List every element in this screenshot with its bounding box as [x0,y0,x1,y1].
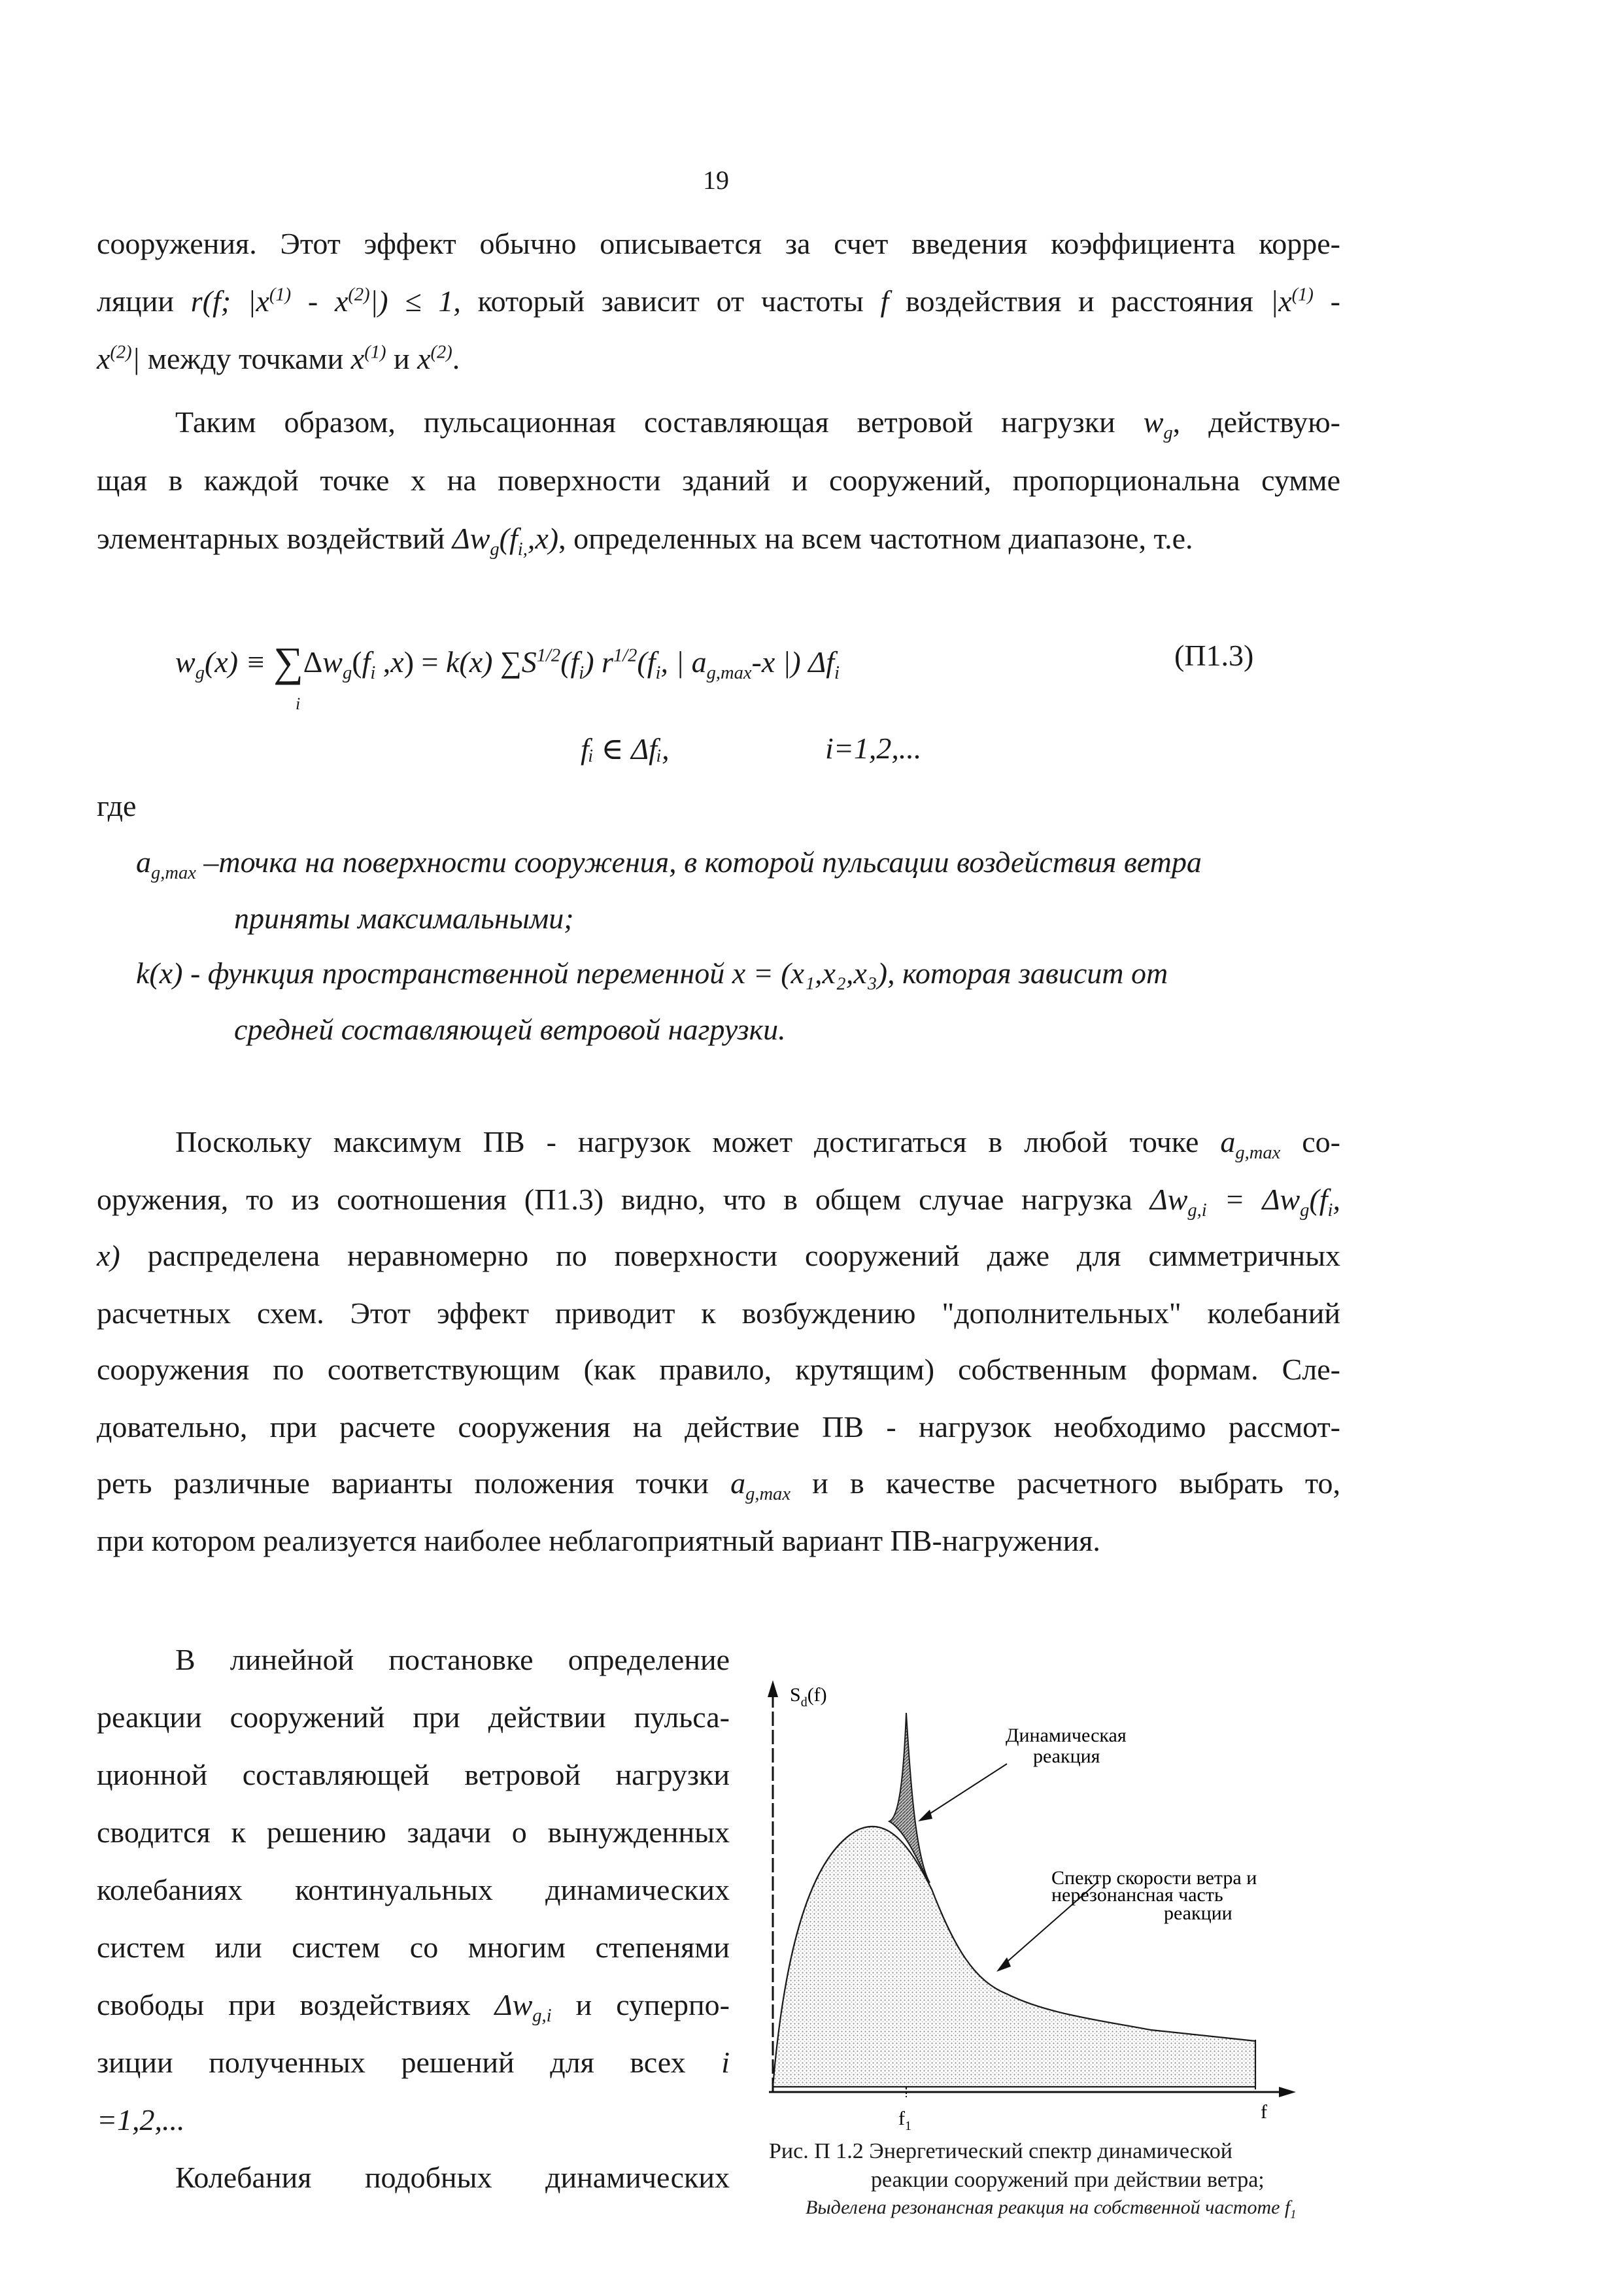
formula-label: (П1.3) [1174,639,1254,672]
annotation-dynamic-line2: реакция [1033,1746,1100,1767]
para3-line8: при котором реализуется наиболее неблагоприятный вариант ПВ-нагружения. [97,1524,1100,1557]
para4-line4: сводится к решению задачи о вынужденных [97,1815,730,1849]
formula-condition-i: i=1,2,... [825,732,922,765]
y-axis-arrow [768,1680,778,1697]
spectrum-area [773,1827,1255,2087]
figure-caption-line3: Выделена резонансная реакция на собственной частоте $f_1$ [806,2197,1297,2221]
para4-line6: систем или систем со многим степенями [97,1931,730,1964]
definition-kx: k(x) - функция пространственной переменной x = (x₁,x₂,x₃), которая зависит от [136,956,1168,990]
definition-a-gmax-line2: приняты максимальными; [234,902,574,935]
energy-spectrum-figure [758,1674,1321,2144]
annotation-spectrum-line2: нерезонансная часть [1051,1884,1223,1906]
para3-line2: оружения, то из соотношения (П1.3) видно, что в общем случае нагрузка $\Delta w_{g,i} = \Delta w_g(f_i$, [97,1183,1340,1221]
para4-line1: В линейной постановке определение [175,1643,730,1676]
para2-line1: Таким образом, пульсационная составляющая ветровой нагрузки $w_g$, действую- [175,405,1340,444]
x-axis-label: f [1261,2101,1267,2123]
annotation-spectrum-line1: Спектр скорости ветра и [1051,1867,1257,1889]
para1-line2: ляции r(f; $|x^{(1)} - x^{(2)}|) \le 1$, который зависит от частоты f воздействия и расстояния $|x^{(1)}$ - [97,284,1340,318]
page-number: 19 [703,165,729,195]
para4-line7: свободы при воздействиях $\Delta w_{g,i}$ и суперпо- [97,1988,730,2027]
para3-line1: Поскольку максимум ПВ - нагрузок может достигаться в любой точке $a_{g,max}$ со- [175,1125,1340,1164]
formula-condition-f: fᵢ ∈ Δfᵢ, [581,732,670,766]
para4-line3: ционной составляющей ветровой нагрузки [97,1758,730,1791]
para4-line5: колебаниях континуальных динамических [97,1873,730,1906]
dynamic-reaction-pointer [922,1764,1007,1819]
para4-line10: Колебания подобных динамических [175,2161,730,2194]
definition-a-gmax: $a_{g,max}$ –точка на поверхности сооружения, в которой пульсации воздействия ветра [136,845,1202,884]
para2-line2: щая в каждой точке x на поверхности зданий и сооружений, пропорциональна сумме [97,464,1340,497]
annotation-spectrum-line3: реакции [1164,1902,1232,1924]
formula-p1-3: $w_g(x) \equiv \sum\Delta w_g(f_i$ ,x) = k(x) $\sum S^{1/2}(f_i)$ $r^{1/2}(f_i$, | $a_{g,max}-x$ |) $\Delta f_i$ [175,639,840,685]
para1-line3: $x^{(2)}|$ между точками $x^{(1)}$ и $x^{(2)}$. [97,342,460,375]
para1-line1: сооружения. Этот эффект обычно описывается за счет введения коэффициента корре- [97,227,1340,260]
figure-caption-line1: Рис. П 1.2 Энергетический спектр динамической [769,2139,1232,2163]
x-tick-label-f1: $f_1$ [898,2108,911,2133]
para3-line6: довательно, при расчете сооружения на действие ПВ - нагрузок необходимо рассмот- [97,1410,1340,1443]
sum-index: i [296,694,301,713]
annotation-dynamic-line1: Динамическая [1006,1725,1127,1746]
para4-line2: реакции сооружений при действии пульса- [97,1700,730,1734]
para3-line5: сооружения по соответствующим (как правило, крутящим) собственным формам. Сле- [97,1353,1340,1386]
para3-line4: расчетных схем. Этот эффект приводит к возбуждению "дополнительных" колебаний [97,1296,1340,1330]
definition-kx-line2: средней составляющей ветровой нагрузки. [234,1013,786,1046]
y-axis-label: $S_d(f)$ [790,1684,827,1710]
para3-line7: реть различные варианты положения точки $a_{g,max}$ и в качестве расчетного выбрать то, [97,1466,1340,1505]
para2-line3: элементарных воздействий $\Delta w_g(f_{i,},x)$, определенных на всем частотном диапазоне, т.е. [97,522,1193,560]
para4-line9: =1,2,... [97,2103,185,2136]
x-axis-arrow [1279,2087,1296,2097]
para3-line3: x) распределена неравномерно по поверхности сооружений даже для симметричных [97,1239,1340,1272]
para4-line8: зиции полученных решений для всех i [97,2046,730,2079]
figure-caption-line2: реакции сооружений при действии ветра; [871,2168,1265,2192]
where-label: где [97,789,137,822]
